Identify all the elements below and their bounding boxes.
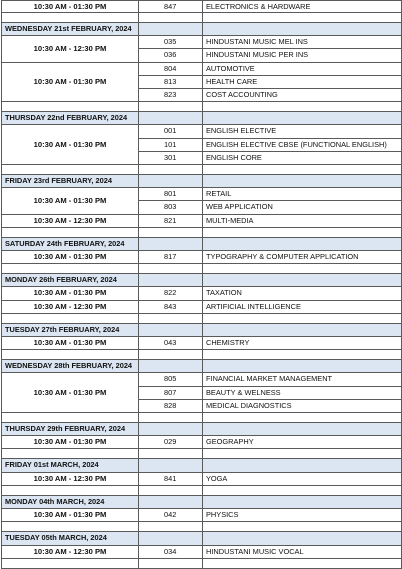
exam-date: FRIDAY 01st MARCH, 2024 (2, 459, 139, 472)
exam-time: 10:30 AM - 12:30 PM (2, 214, 139, 227)
subject-code: 813 (139, 75, 203, 88)
table-row (2, 1, 402, 13)
exam-time: 10:30 AM - 01:30 PM (2, 125, 139, 165)
header-blank (203, 112, 402, 125)
header-blank (139, 323, 203, 336)
subject-code: 101 (139, 138, 203, 151)
header-blank (139, 237, 203, 250)
subject-code: 036 (139, 49, 203, 62)
exam-time: 10:30 AM - 01:30 PM (2, 287, 139, 300)
header-blank (203, 237, 402, 250)
subject-code: 042 (139, 509, 203, 522)
table-row (2, 545, 402, 558)
subject-code: 034 (139, 545, 203, 558)
subject-name: GEOGRAPHY (203, 436, 402, 449)
header-blank (203, 323, 402, 336)
subject-name: ENGLISH ELECTIVE CBSE (FUNCTIONAL ENGLISH) (203, 138, 402, 151)
exam-date: TUESDAY 27th FEBRUARY, 2024 (2, 323, 139, 336)
exam-date: THURSDAY 29th FEBRUARY, 2024 (2, 423, 139, 436)
header-blank (139, 459, 203, 472)
date-header-row (2, 323, 402, 336)
spacer-row (2, 13, 402, 23)
header-blank (139, 274, 203, 287)
subject-code: 043 (139, 337, 203, 350)
table-row (2, 436, 402, 449)
table-row (2, 62, 402, 75)
date-header-row (2, 495, 402, 508)
exam-schedule-table (1, 0, 402, 569)
subject-code: 801 (139, 188, 203, 201)
subject-code: 001 (139, 125, 203, 138)
exam-date: WEDNESDAY 21st FEBRUARY, 2024 (2, 23, 139, 36)
subject-name: YOGA (203, 472, 402, 485)
subject-name: MULTI-MEDIA (203, 214, 402, 227)
spacer-row (2, 165, 402, 175)
header-blank (203, 532, 402, 545)
subject-code: 817 (139, 251, 203, 264)
subject-code: 803 (139, 201, 203, 214)
spacer-row (2, 558, 402, 568)
subject-name: COST ACCOUNTING (203, 89, 402, 102)
spacer-row (2, 227, 402, 237)
subject-name: HINDUSTANI MUSIC MEL INS (203, 36, 402, 49)
subject-name: ARTIFICIAL INTELLIGENCE (203, 300, 402, 313)
subject-code: 035 (139, 36, 203, 49)
header-blank (203, 23, 402, 36)
date-header-row (2, 360, 402, 373)
spacer-row (2, 449, 402, 459)
subject-code: 805 (139, 373, 203, 386)
spacer-row (2, 102, 402, 112)
header-blank (139, 532, 203, 545)
header-blank (203, 459, 402, 472)
table-row (2, 287, 402, 300)
table-row (2, 472, 402, 485)
table-row (2, 125, 402, 138)
table-row (2, 36, 402, 49)
exam-time: 10:30 AM - 01:30 PM (2, 337, 139, 350)
date-header-row (2, 112, 402, 125)
spacer-row (2, 350, 402, 360)
date-header-row (2, 237, 402, 250)
subject-name: FINANCIAL MARKET MANAGEMENT (203, 373, 402, 386)
header-blank (139, 23, 203, 36)
header-blank (203, 274, 402, 287)
subject-code: 841 (139, 472, 203, 485)
table-row (2, 214, 402, 227)
spacer-row (2, 313, 402, 323)
header-blank (203, 423, 402, 436)
subject-code: 807 (139, 386, 203, 399)
header-blank (203, 175, 402, 188)
table-row (2, 188, 402, 201)
header-blank (203, 495, 402, 508)
spacer-row (2, 413, 402, 423)
subject-name: RETAIL (203, 188, 402, 201)
subject-code: 029 (139, 436, 203, 449)
subject-name: ENGLISH CORE (203, 151, 402, 164)
subject-name: MEDICAL DIAGNOSTICS (203, 399, 402, 412)
exam-date: MONDAY 04th MARCH, 2024 (2, 495, 139, 508)
exam-time: 10:30 AM - 12:30 PM (2, 545, 139, 558)
subject-code: 847 (139, 1, 203, 13)
subject-name: TYPOGRAPHY & COMPUTER APPLICATION (203, 251, 402, 264)
date-sheet (1, 0, 401, 569)
spacer-row (2, 522, 402, 532)
header-blank (139, 495, 203, 508)
table-row (2, 251, 402, 264)
subject-code: 301 (139, 151, 203, 164)
exam-date: FRIDAY 23rd FEBRUARY, 2024 (2, 175, 139, 188)
subject-name: WEB APPLICATION (203, 201, 402, 214)
subject-name: CHEMISTRY (203, 337, 402, 350)
subject-name: HINDUSTANI MUSIC VOCAL (203, 545, 402, 558)
subject-name: ENGLISH ELECTIVE (203, 125, 402, 138)
subject-name: ELECTRONICS & HARDWARE (203, 1, 402, 13)
exam-date: TUESDAY 05th MARCH, 2024 (2, 532, 139, 545)
exam-time: 10:30 AM - 01:30 PM (2, 62, 139, 102)
exam-time: 10:30 AM - 12:30 PM (2, 36, 139, 62)
subject-code: 821 (139, 214, 203, 227)
header-blank (139, 175, 203, 188)
subject-code: 804 (139, 62, 203, 75)
exam-time: 10:30 AM - 12:30 PM (2, 472, 139, 485)
exam-time: 10:30 AM - 01:30 PM (2, 188, 139, 214)
table-row (2, 300, 402, 313)
exam-time: 10:30 AM - 12:30 PM (2, 300, 139, 313)
subject-name: TAXATION (203, 287, 402, 300)
exam-date: SATURDAY 24th FEBRUARY, 2024 (2, 237, 139, 250)
exam-date: MONDAY 26th FEBRUARY, 2024 (2, 274, 139, 287)
header-blank (139, 360, 203, 373)
date-header-row (2, 423, 402, 436)
exam-time: 10:30 AM - 01:30 PM (2, 373, 139, 413)
exam-date: THURSDAY 22nd FEBRUARY, 2024 (2, 112, 139, 125)
subject-name: BEAUTY & WELNESS (203, 386, 402, 399)
exam-time: 10:30 AM - 01:30 PM (2, 436, 139, 449)
table-row (2, 373, 402, 386)
subject-name: AUTOMOTIVE (203, 62, 402, 75)
subject-code: 823 (139, 89, 203, 102)
exam-date: WEDNESDAY 28th FEBRUARY, 2024 (2, 360, 139, 373)
subject-name: HINDUSTANI MUSIC PER INS (203, 49, 402, 62)
subject-code: 843 (139, 300, 203, 313)
exam-time: 10:30 AM - 01:30 PM (2, 1, 139, 13)
table-row (2, 337, 402, 350)
date-header-row (2, 23, 402, 36)
date-header-row (2, 459, 402, 472)
header-blank (139, 423, 203, 436)
subject-code: 828 (139, 399, 203, 412)
spacer-row (2, 485, 402, 495)
date-header-row (2, 532, 402, 545)
date-header-row (2, 274, 402, 287)
exam-time: 10:30 AM - 01:30 PM (2, 251, 139, 264)
header-blank (203, 360, 402, 373)
table-row (2, 509, 402, 522)
subject-name: PHYSICS (203, 509, 402, 522)
exam-time: 10:30 AM - 01:30 PM (2, 509, 139, 522)
subject-name: HEALTH CARE (203, 75, 402, 88)
date-header-row (2, 175, 402, 188)
spacer-row (2, 264, 402, 274)
subject-code: 822 (139, 287, 203, 300)
header-blank (139, 112, 203, 125)
